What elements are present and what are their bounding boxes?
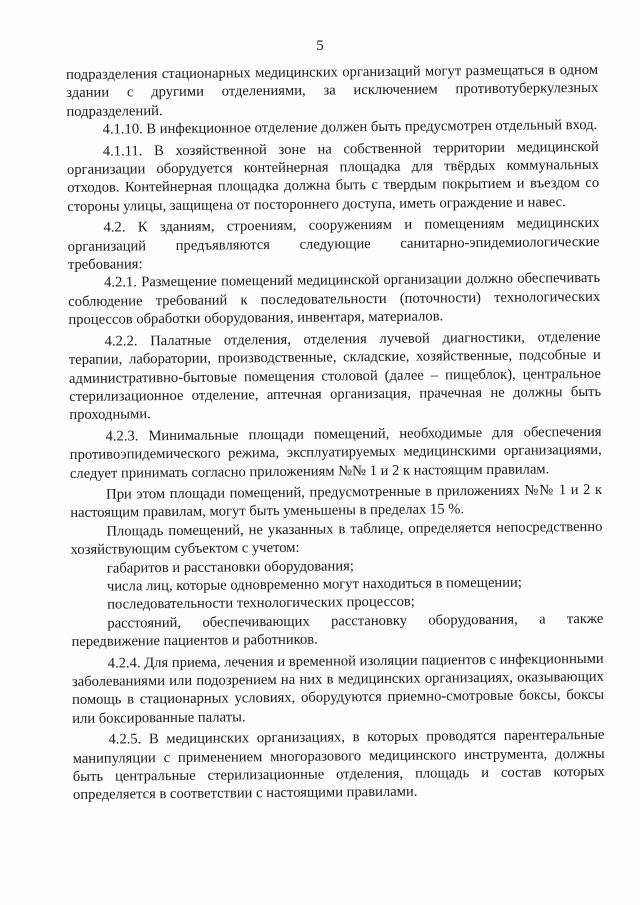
list-item: габаритов и расстановки оборудования; bbox=[106, 557, 354, 577]
paragraph: 4.2.5. В медицинских организациях, в которых проводятся парентеральные манипуляции с применением многоразового медицинского инструмента, должны быть центральные стерилизационные отделения, площадь и состав которых определяется в соответствии с настоящими правилами. bbox=[72, 727, 605, 804]
paragraph: 4.1.10. В инфекционное отделение должен быть предусмотрен отдельный вход. bbox=[102, 117, 598, 138]
paragraph: подразделения стационарных медицинских организаций могут размещаться в одном здании с другими отделениями, за исключением противотуберкулезных подразделений. bbox=[66, 61, 599, 120]
paragraph: 4.2.4. Для приема, лечения и временной изоляции пациентов с инфекционными заболеваниями или подозрением на них в медицинских организациях, оказывающих помощь в стационарных условиях, оборудуются приемно-смотровые боксы, боксы или боксированные палаты. bbox=[71, 650, 605, 727]
paragraph: Площадь помещений, не указанных в таблице, определяется непосредственно хозяйствующим субъектом с учетом: bbox=[70, 518, 603, 559]
paragraph: 4.2.1. Размещение помещений медицинской организации должно обеспечивать соблюдение требований к последовательности (поточности) технологических процессов обработки оборудования, инвентаря, материалов. bbox=[68, 270, 601, 329]
body-text bbox=[66, 61, 605, 805]
paragraph: 4.2. К зданиям, строениям, сооружениям и помещениям медицинских организаций предъявляются следующие санитарно-эпидемиологические требования: bbox=[67, 215, 600, 274]
paragraph: 4.1.11. В хозяйственной зоне на собственной территории медицинской организации оборудуется контейнерная площадка для твёрдых коммунальных отходов. Контейнерная площадка должна быть с твердым покрытием и въездом со стороны улицы, защищена от постороннего доступа, иметь ограждение и навес. bbox=[66, 138, 600, 215]
list-item: числа лиц, которые одновременно могут находиться в помещении; bbox=[106, 574, 522, 595]
paragraph: расстояний, обеспечивающих расстановку оборудования, а также передвижение пациентов и работников. bbox=[71, 610, 604, 651]
paragraph: 4.2.2. Палатные отделения, отделения лучевой диагностики, отделение терапии, лаборатории, производственные, складские, хозяйственные, подсобные и административно-бытовые помещения столовой (далее – пищеблок), центральное стерилизационное отделение, аптечная организация, прачечная не должны быть проходными. bbox=[68, 328, 602, 424]
paragraph: При этом площади помещений, предусмотренные в приложениях №№ 1 и 2 к настоящим правилам, могут быть уменьшены в пределах 15 %. bbox=[70, 481, 603, 522]
page-number: 5 bbox=[316, 38, 324, 54]
list-item: последовательности технологических процессов; bbox=[107, 594, 415, 614]
paragraph: 4.2.3. Минимальные площади помещений, необходимые для обеспечения противоэпидемического режима, эксплуатируемых медицинскими организациями, следует принимать согласно приложениям №№ 1 и 2 к настоящим правилам. bbox=[69, 423, 602, 482]
